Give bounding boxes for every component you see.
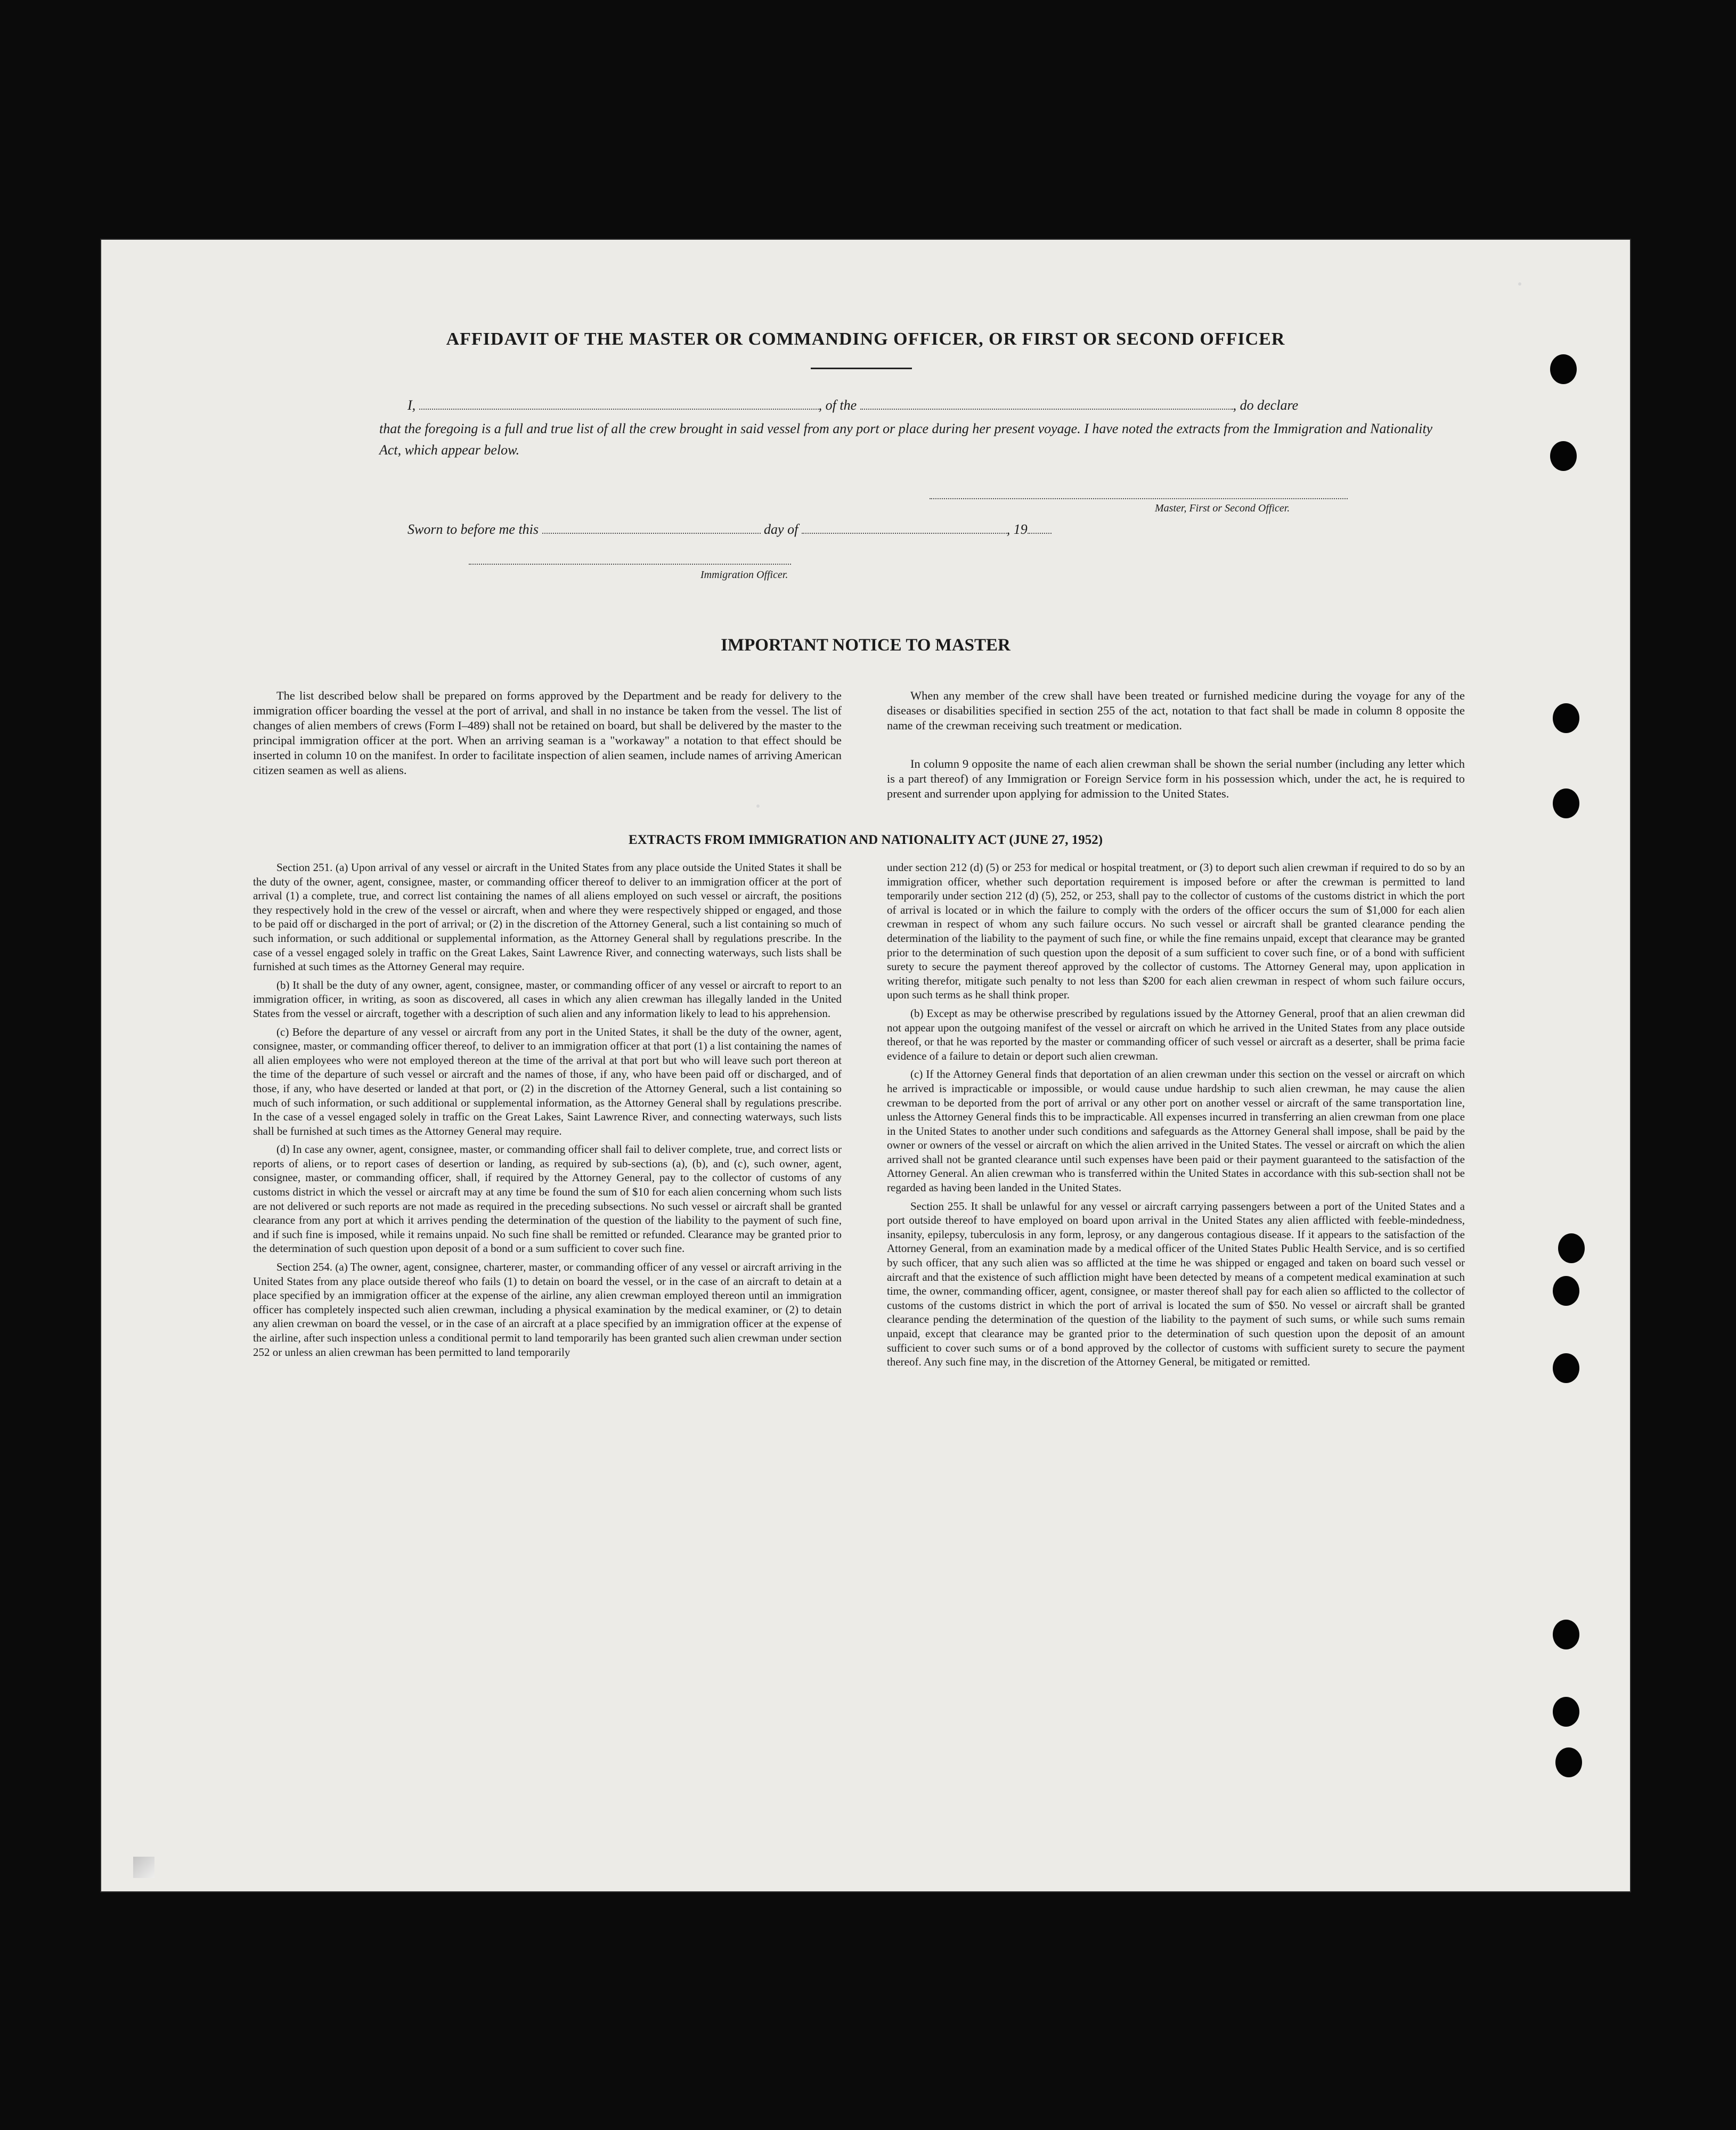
section-251-d: (d) In case any owner, agent, consignee, master, or commanding officer shall fail to deliver complete, true, and correct lists or reports of aliens, or to report cases of desertion or landing, as required by sub-sections (a), (b), and (c), such owner, agent, consignee, master, or commanding officer, shall, if required by the Attorney General, pay to the collector of customs of any customs district in which the vessel or aircraft may at any time be found the sum of $10 for each alien concerning whom such lists are not delivered or such reports are not made as required in the preceding subsections. No such vessel or aircraft shall be granted clearance from any port at which it arrives pending the determination of the question of the liability to the payment of such fine, and if such fine is imposed, while it remains unpaid. No such fine shall be remitted or refunded. Clearance may be granted prior to the determination of such question upon deposit of a bond or a sum sufficient to cover such fine. bbox=[253, 1143, 842, 1255]
bleed-through-text bbox=[181, 378, 189, 393]
notice-right-paragraph-2: In column 9 opposite the name of each alien crewman shall be shown the serial number (including any letter which is a part thereof) of any Immigration or Foreign Service form in his possession which, under the act, he is required to present and surrender upon applying for admission to the United States. bbox=[887, 757, 1465, 800]
punch-hole bbox=[1553, 1620, 1579, 1649]
punch-hole bbox=[1550, 354, 1577, 384]
punch-hole bbox=[1553, 1697, 1579, 1727]
dust-speck bbox=[756, 804, 760, 808]
affidavit-title: AFFIDAVIT OF THE MASTER OR COMMANDING OFFICER, OR FIRST OR SECOND OFFICER bbox=[446, 329, 1285, 349]
notice-left-paragraph: The list described below shall be prepared on forms approved by the Department and be ready for delivery to the immigration officer boarding the vessel at the port of arrival, and shall in no instance be taken from the vessel. The list of changes of alien members of crews (Form I–489) shall not be retained on board, but shall be delivered by the master to the principal immigration officer at the port. When an arriving seaman is a "workaway" a notation to that effect should be inserted in column 10 on the manifest. In order to facilitate inspection of alien seamen, include names of arriving American citizen seamen as well as aliens. bbox=[253, 689, 842, 777]
punch-hole bbox=[1553, 788, 1579, 818]
extracts-right-column bbox=[887, 860, 1465, 1373]
punch-hole bbox=[1555, 1747, 1582, 1777]
punch-hole bbox=[1553, 1276, 1579, 1306]
document-page bbox=[101, 240, 1630, 1891]
section-251-b: (b) It shall be the duty of any owner, agent, consignee, master, or commanding officer of any vessel or aircraft to report to an immigration officer, in writing, as soon as discovered, all cases in which any alien crewman has illegally landed in the United States from the vessel or aircraft, together with a description of such alien and any information likely to lead to his apprehension. bbox=[253, 978, 842, 1020]
title-underline bbox=[811, 368, 912, 369]
day-of-label: day of bbox=[764, 522, 798, 537]
punch-hole bbox=[1553, 703, 1579, 733]
sworn-label: Sworn to before me this bbox=[407, 522, 539, 537]
section-254-a-continued: under section 212 (d) (5) or 253 for medical or hospital treatment, or (3) to deport such alien crewman if required to do so by an immigration officer, whether such deportation requirement is imposed before or after the crewman is permitted to land temporarily under section 212 (d) (5), 252, or 253, shall pay to the collector of customs of the customs district in which the port of arrival is located or in which the failure to comply with the orders of the officer occurs the sum of $1,000 for each alien crewman in respect of whom any such failure occurs. No such vessel or aircraft shall be granted clearance pending the determination of the liability to the payment of such fine, or while the fine remains unpaid, except that clearance may be granted prior to the determination of such question upon the deposit of a sum sufficient to cover such fine, or of a bond with sufficient surety to secure the payment thereof approved by the collector of customs. The Attorney General may, upon application in writing therefor, mitigate such penalty to not less than $200 for each alien crewman in respect of whom such failure occurs, upon such terms as he shall think proper. bbox=[887, 861, 1465, 1002]
dust-speck bbox=[1518, 282, 1521, 286]
master-signature-line[interactable] bbox=[930, 498, 1348, 499]
section-255: Section 255. It shall be unlawful for any vessel or aircraft carrying passengers between a port of the United States and a port outside thereof to have employed on board upon arrival in the United States any alien afflicted with feeble-mindedness, insanity, epilepsy, tuberculosis in any form, leprosy, or any dangerous contagious disease. If it appears to the satisfaction of the Attorney General, from an examination made by a medical officer of the United States Public Health Service, and is so certified by such officer, that any such alien was so afflicted at the time he was shipped or engaged and taken on board such vessel or aircraft and that the existence of such affliction might have been detected by means of a competent medical examination at such time, the owner, commanding officer, agent, consignee, or master thereof shall pay for each alien so afflicted to the collector of customs of the customs district in which the port of arrival is located the sum of $50. No vessel or aircraft shall be granted clearance pending the determination of the question of the liability to the payment of such sums, or while such sums remain unpaid, except that clearance may be granted prior to the determination of such question upon the deposit of an amount sufficient to cover such sums or of a bond approved by the collector of customs with sufficient surety to secure the payment thereof. Any such fine may, in the discretion of the Attorney General, be mitigated or remitted. bbox=[887, 1199, 1465, 1369]
punch-hole bbox=[1550, 441, 1577, 471]
notice-title: IMPORTANT NOTICE TO MASTER bbox=[721, 636, 1010, 655]
master-signature-label: Master, First or Second Officer. bbox=[1155, 502, 1290, 514]
section-254-a: Section 254. (a) The owner, agent, consignee, charterer, master, or commanding officer of any vessel or aircraft arriving in the United States from any place outside thereof who fails (1) to detain on board the vessel, or in the case of an aircraft to detain at a place specified by an immigration officer at the expense of the airline, any alien crewman employed thereon until an immigration officer has completely inspected such alien crewman, including a physical examination by the medical examiner, or (2) to detain any alien crewman on board the vessel, or in the case of an aircraft at a place specified by an immigration officer at the expense of the airline, after such inspection unless a conditional permit to land temporarily has been granted such alien crewman under section 252 or unless an alien crewman has been permitted to land temporarily bbox=[253, 1261, 842, 1359]
section-251-c: (c) Before the departure of any vessel or aircraft from any port in the United States, it shall be the duty of the owner, agent, consignee, master, or commanding officer thereof, to deliver to an immigration officer at that port (1) a list containing the names of all alien employees who were not employed thereon at the time of the arrival at that port but who will leave such port thereon at the time of the departure of such vessel or aircraft and the names of those, if any, who have been paid off or discharged, and of those, if any, who have deserted or landed at that port, or (2) in the discretion of the Attorney General, such a list containing so much of such information, or such additional or supplemental information, as the Attorney General shall by regulations prescribe. In the case of a vessel engaged solely in traffic on the Great Lakes, Saint Lawrence River, and connecting waterways, such lists shall be furnished at such times as the Attorney General may require. bbox=[253, 1025, 842, 1137]
officer-signature-label: Immigration Officer. bbox=[700, 569, 788, 581]
section-251-a: Section 251. (a) Upon arrival of any vessel or aircraft in the United States from any place outside the United States it shall be the duty of the owner, agent, consignee, master, or commanding officer thereof to deliver to an immigration officer at the port of arrival (1) a complete, true, and correct list containing the names of all aliens employed on such vessel or aircraft, the positions they respectively hold in the crew of the vessel or aircraft, when and where they were respectively shipped or engaged, and those to be paid off or discharged in the port of arrival; or (2) in the discretion of the Attorney General, such a list containing so much of such information, or such additional or supplemental information, as the Attorney General shall by regulations prescribe. In the case of a vessel engaged solely in traffic on the Great Lakes, Saint Lawrence River, and connecting waterways, such lists shall be furnished at such times as the Attorney General may require. bbox=[253, 861, 842, 973]
page-corner-fold bbox=[133, 1857, 154, 1878]
i-label: I, bbox=[407, 397, 416, 413]
sworn-line bbox=[407, 521, 1052, 538]
extracts-title: EXTRACTS FROM IMMIGRATION AND NATIONALITY ACT (JUNE 27, 1952) bbox=[628, 833, 1103, 847]
declaration-text: that the foregoing is a full and true list of all the crew brought in said vessel from any port or place during her present voyage. I have noted the extracts from the Immigration and Nationality Act, which appear below. bbox=[379, 421, 1433, 458]
sworn-year-field[interactable] bbox=[1028, 521, 1052, 534]
name-field[interactable] bbox=[419, 397, 819, 410]
section-254-b: (b) Except as may be otherwise prescribed by regulations issued by the Attorney General, proof that an alien crewman did not appear upon the outgoing manifest of the vessel or aircraft on which he arrived in the United States from any place outside thereof, or that he was reported by the master or commanding officer of such vessel or aircraft as a deserter, shall be prima facie evidence of a failure to detain or deport such alien crewman. bbox=[887, 1006, 1465, 1062]
sworn-month-field[interactable] bbox=[802, 521, 1007, 534]
notice-right-paragraph-1: When any member of the crew shall have been treated or furnished medicine during the voyage for any of the diseases or disabilities specified in section 255 of the act, notation to that fact shall be made in column 8 opposite the name of the crewman receiving such treatment or medication. bbox=[887, 689, 1465, 732]
of-the-label: , of the bbox=[818, 397, 857, 413]
section-254-c: (c) If the Attorney General finds that deportation of an alien crewman under this section on the vessel or aircraft on which he arrived is impracticable or impossible, or would cause undue hardship to such alien crewman, he may cause the alien crewman to be deported from the port of arrival or any other port on another vessel or aircraft of the same transportation line, unless the Attorney General finds this to be impracticable. All expenses incurred in transferring an alien crewman from one place in the United States to another under such conditions and safeguards as the Attorney General shall impose, shall be paid by the owner or owners of the vessel or aircraft on which the alien arrived in the United States. The vessel or aircraft on which the alien arrived shall not be granted clearance until such expenses have been paid or their payment guaranteed to the satisfaction of the Attorney General. An alien crewman who is transferred within the United States in accordance with this sub-section shall not be regarded as having been landed in the United States. bbox=[887, 1068, 1465, 1194]
extracts-left-column bbox=[253, 860, 842, 1363]
do-declare-label: , do declare bbox=[1233, 397, 1299, 413]
punch-hole bbox=[1553, 1353, 1579, 1383]
officer-signature-line[interactable] bbox=[469, 564, 791, 565]
declaration-line bbox=[407, 397, 1298, 413]
vessel-field[interactable] bbox=[860, 397, 1233, 410]
sworn-day-field[interactable] bbox=[542, 521, 761, 534]
year-label: , 19 bbox=[1006, 522, 1028, 537]
punch-hole bbox=[1558, 1233, 1585, 1263]
